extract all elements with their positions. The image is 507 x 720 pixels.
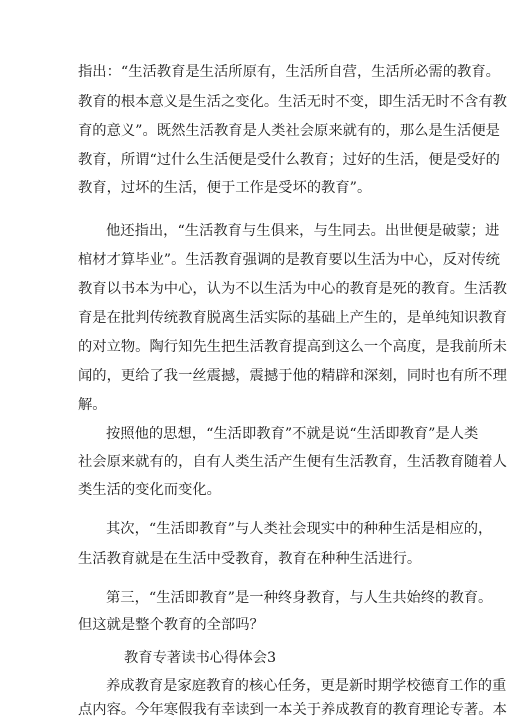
- paragraph-line: 但这就是整个教育的全部吗？: [78, 617, 264, 633]
- paragraph-line: 生活教育就是在生活中受教育，教育在种种生活进行。: [78, 551, 422, 567]
- paragraph-line: 其次，“生活即教育”与人类社会现实中的种种生活是相应的，: [106, 521, 493, 537]
- paragraph-line: 的对立物。陶行知先生把生活教育提高到这么一个高度，是我前所未: [78, 339, 507, 355]
- paragraph-line: 闻的，更给了我一丝震撼，震撼于他的精辟和深刻，同时也有所不理: [78, 368, 507, 384]
- section-heading: 教育专著读书心得体会3: [124, 650, 277, 666]
- paragraph-line: 类生活的变化而变化。: [78, 482, 221, 498]
- paragraph-line: 指出：“生活教育是生活所原有，生活所自营，生活所必需的教育。: [78, 64, 500, 80]
- paragraph-line: 社会原来就有的，自有人类生活产生便有生活教育，生活教育随着人: [78, 454, 507, 470]
- paragraph-line: 养成教育是家庭教育的核心任务，更是新时期学校德育工作的重: [106, 678, 507, 694]
- paragraph-line: 点内容。今年寒假我有幸读到一本关于养成教育的教育理论专著。本: [78, 702, 507, 718]
- paragraph-line: 按照他的思想，“生活即教育”不就是说“生活即教育”是人类: [106, 426, 479, 442]
- paragraph-line: 育的意义”。既然生活教育是人类社会原来就有的，那么是生活便是: [78, 123, 500, 139]
- paragraph-line: 育是在批判传统教育脱离生活实际的基础上产生的，是单纯知识教育: [78, 310, 507, 326]
- paragraph-line: 教育以书本为中心，认为不以生活为中心的教育是死的教育。生活教: [78, 281, 507, 297]
- paragraph-line: 解。: [78, 397, 107, 413]
- paragraph-line: 教育，过坏的生活，便于工作是受坏的教育”。: [78, 180, 372, 196]
- paragraph-line: 他还指出，“生活教育与生俱来，与生同去。出世便是破蒙；进: [106, 223, 500, 239]
- paragraph-line: 教育的根本意义是生活之变化。生活无时不变，即生活无时不含有教: [78, 94, 507, 110]
- paragraph-line: 第三，“生活即教育”是一种终身教育，与人生共始终的教育。: [106, 590, 493, 606]
- paragraph-line: 棺材才算毕业”。生活教育强调的是教育要以生活为中心，反对传统: [78, 252, 500, 268]
- paragraph-line: 教育，所谓“过什么生活便是受什么教育；过好的生活，便是受好的: [78, 152, 500, 168]
